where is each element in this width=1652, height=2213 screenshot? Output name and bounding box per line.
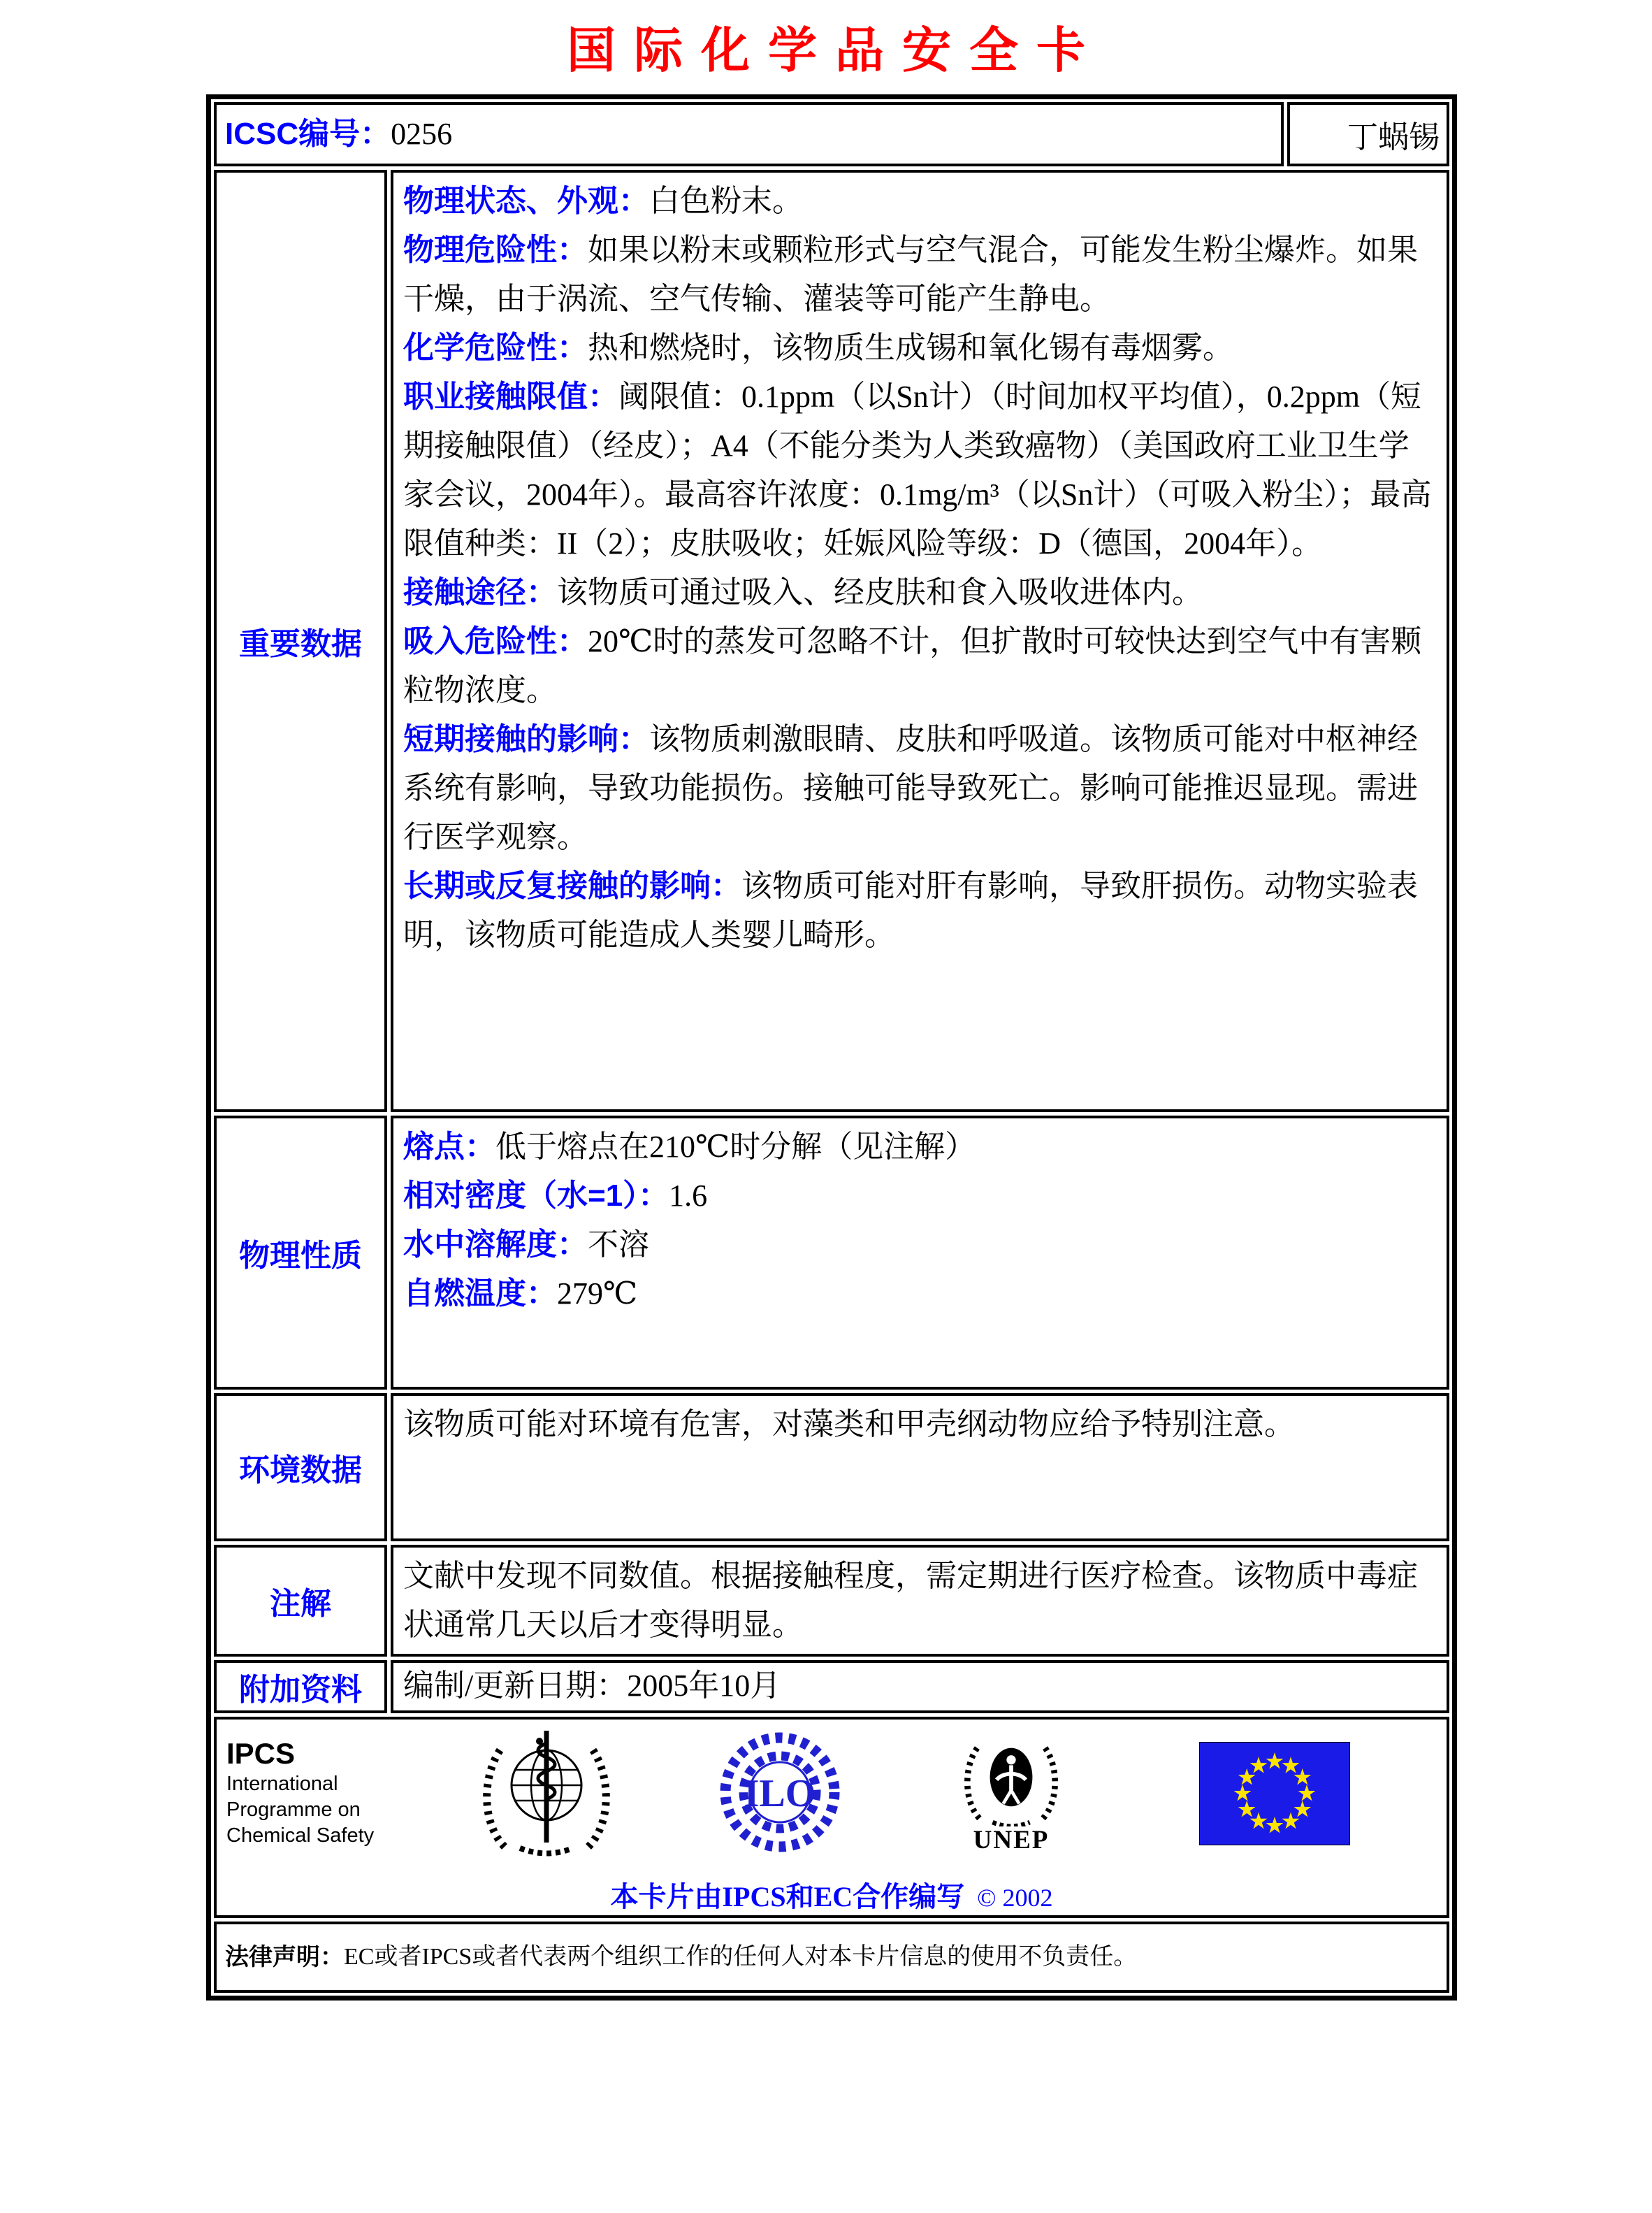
environmental-data-label-cell (214, 1393, 387, 1541)
legal-label: 法律声明： (225, 1944, 344, 1970)
unep-logo-icon (945, 1727, 1078, 1864)
icsc-card-table (206, 94, 1457, 2001)
item-notes-text (403, 1552, 1437, 1650)
field-label: 物理危险性： (403, 233, 588, 267)
important-data-row (214, 170, 1449, 1112)
field-text: 该物质可能对肝有影响，导致肝损伤。动物实验表明，该物质可能造成人类婴儿畸形。 (403, 869, 1418, 952)
ipcs-full-name: International Programme on Chemical Safety (226, 1773, 375, 1847)
field-text: 编制/更新日期：2005年10月 (403, 1668, 781, 1703)
icsc-number-value: 0256 (391, 117, 453, 151)
field-text: 该物质可通过吸入、经皮肤和食入吸收进体内。 (557, 575, 1203, 610)
notes-content-cell (391, 1545, 1449, 1657)
notes-row (214, 1545, 1449, 1657)
who-logo-icon (477, 1724, 616, 1858)
section-label-important-data: 重要数据 (239, 627, 362, 661)
additional-information-content-cell (391, 1660, 1449, 1713)
unep-label: UNEP (973, 1826, 1050, 1854)
copyright-text: © 2002 (977, 1884, 1053, 1912)
item-routes-of-exposure (403, 568, 1437, 617)
chemical-name-cell (1287, 102, 1449, 166)
item-preparation-date (403, 1666, 1437, 1706)
legal-row (214, 1922, 1449, 1993)
item-chemical-hazards (403, 324, 1437, 373)
cooperation-caption: 本卡片由IPCS和EC合作编写 (610, 1881, 965, 1912)
item-relative-density (403, 1172, 1437, 1220)
item-environmental-data-text (403, 1400, 1437, 1449)
page-title: 国际化学品安全卡 (567, 24, 1103, 78)
field-label: 职业接触限值： (403, 380, 618, 414)
field-text: 如果以粉末或颗粒形式与空气混合，可能发生粉尘爆炸。如果干燥，由于涡流、空气传输、灌装等可能产生静电。 (403, 233, 1418, 316)
section-label-additional-information: 附加资料 (239, 1673, 362, 1707)
item-water-solubility (403, 1220, 1437, 1269)
ipcs-text-block (226, 1736, 405, 1849)
item-physical-hazards (403, 226, 1437, 324)
field-text: 该物质可能对环境有危害，对藻类和甲壳纲动物应给予特别注意。 (403, 1407, 1295, 1441)
item-melting-point (403, 1123, 1437, 1172)
item-long-term-exposure-effects (403, 862, 1437, 960)
field-label: 水中溶解度： (403, 1227, 588, 1262)
item-occupational-exposure-limits (403, 373, 1437, 568)
item-auto-ignition-temperature (403, 1269, 1437, 1318)
chemical-name: 丁蜗锡 (1347, 120, 1440, 154)
important-data-label-cell (214, 170, 387, 1112)
environmental-data-row (214, 1393, 1449, 1541)
field-label: 化学危险性： (403, 331, 588, 365)
field-label: 物理状态、外观： (403, 184, 649, 218)
header-row (214, 102, 1449, 166)
field-label: 短期接触的影响： (403, 722, 649, 756)
field-label: 相对密度（水=1）： (403, 1178, 669, 1213)
field-label: 自燃温度： (403, 1276, 557, 1311)
ipcs-acronym: IPCS (226, 1737, 296, 1770)
logos-row (214, 1717, 1449, 1918)
field-text: 阈限值：0.1ppm（以Sn计）（时间加权平均值），0.2ppm（短期接触限值）（经皮）；A4（不能分类为人类致癌物）（美国政府工业卫生学家会议，2004年）。最高容许浓度：0.1mg/m³（以Sn计）（可吸入粉尘）；最高限值种类：II（2）；皮肤吸收；妊娠风险等级：D（德国，2004年）。 (403, 380, 1432, 561)
section-label-notes: 注解 (270, 1587, 331, 1621)
field-text: 1.6 (669, 1178, 708, 1213)
physical-properties-content-cell (391, 1116, 1449, 1390)
item-physical-state-appearance (403, 177, 1437, 226)
field-text: 该物质刺激眼睛、皮肤和呼吸道。该物质可能对中枢神经系统有影响，导致功能损伤。接触可能导致死亡。影响可能推迟显现。需进行医学观察。 (403, 722, 1418, 854)
field-text: 低于熔点在210℃时分解（见注解） (495, 1130, 976, 1164)
logos-cell (214, 1717, 1449, 1918)
field-text: 热和燃烧时，该物质生成锡和氧化锡有毒烟雾。 (588, 331, 1233, 365)
additional-information-label-cell (214, 1660, 387, 1713)
field-text: 不溶 (588, 1227, 649, 1262)
eu-flag-icon (1199, 1742, 1350, 1845)
field-label: 接触途径： (403, 575, 557, 610)
physical-properties-label-cell (214, 1116, 387, 1390)
icsc-number-label: ICSC编号： (225, 117, 391, 151)
notes-label-cell (214, 1545, 387, 1657)
legal-text: EC或者IPCS或者代表两个组织工作的任何人对本卡片信息的使用不负责任。 (344, 1944, 1138, 1970)
field-text: 白色粉末。 (649, 184, 803, 218)
important-data-content-cell (391, 170, 1449, 1112)
legal-cell (214, 1922, 1449, 1993)
footer-caption (217, 1875, 1447, 1915)
field-label: 长期或反复接触的影响： (403, 869, 741, 903)
ilo-logo-icon (717, 1729, 843, 1855)
item-inhalation-risk (403, 617, 1437, 715)
additional-information-row (214, 1660, 1449, 1713)
ilo-letters: ILO (744, 1772, 816, 1815)
field-text: 文献中发现不同数值。根据接触程度，需定期进行医疗检查。该物质中毒症状通常几天以后才变得明显。 (403, 1559, 1418, 1642)
field-text: 279℃ (557, 1276, 638, 1311)
physical-properties-row (214, 1116, 1449, 1390)
field-text: 20℃时的蒸发可忽略不计，但扩散时可较快达到空气中有害颗粒物浓度。 (403, 624, 1422, 707)
section-label-environmental-data: 环境数据 (239, 1453, 362, 1487)
item-short-term-exposure-effects (403, 715, 1437, 862)
environmental-data-content-cell (391, 1393, 1449, 1541)
field-label: 吸入危险性： (403, 624, 588, 658)
icsc-number-cell (214, 102, 1284, 166)
section-label-physical-properties: 物理性质 (239, 1239, 362, 1273)
field-label: 熔点： (403, 1130, 495, 1164)
